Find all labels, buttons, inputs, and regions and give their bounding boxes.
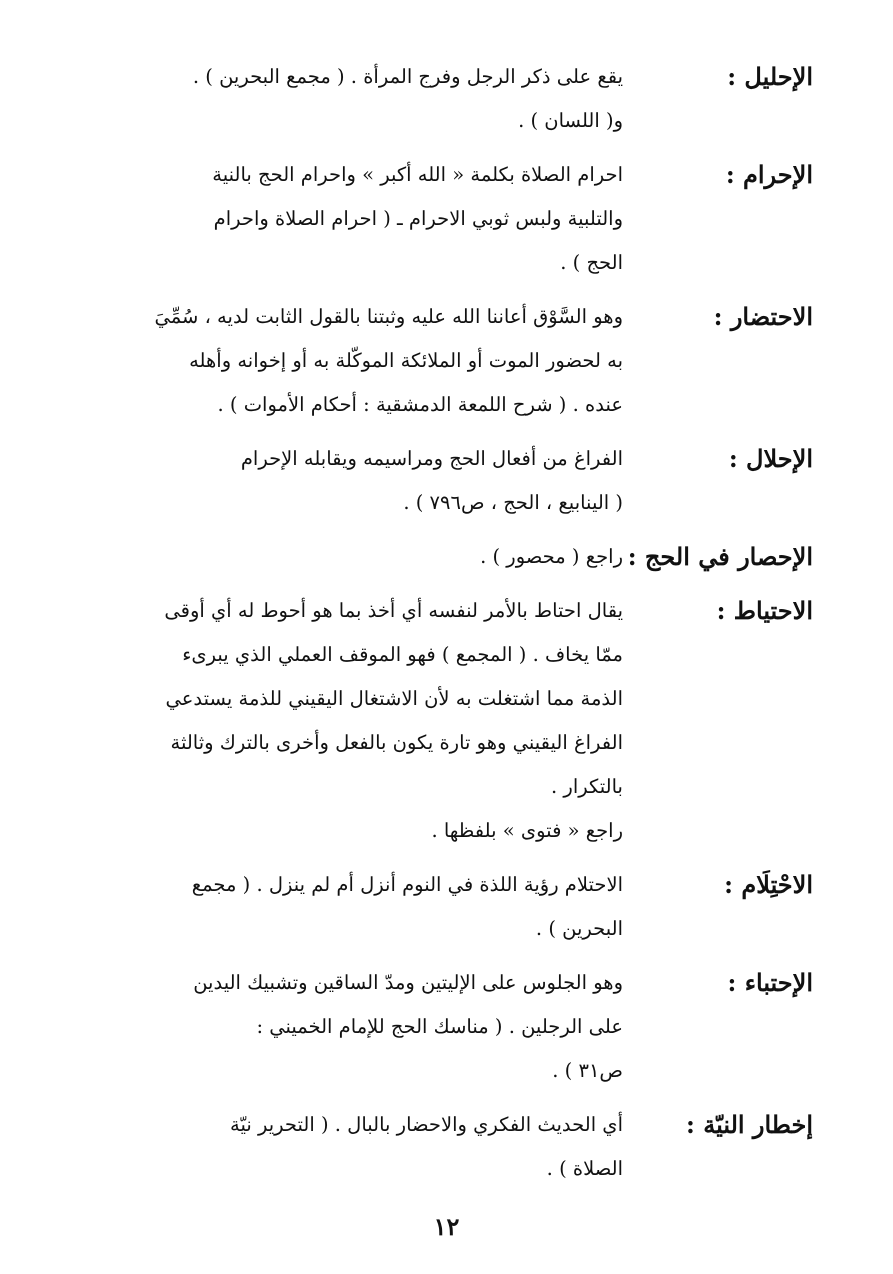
entry-definition xyxy=(98,1103,623,1191)
entry-term: الإحلال : xyxy=(728,444,813,473)
definition-line: و( اللسان ) . xyxy=(518,109,623,132)
dictionary-entry xyxy=(83,961,813,1093)
definition-line: على الرجلين . ( مناسك الحج للإمام الخميني : xyxy=(256,1015,623,1038)
definition-line: بالتكرار . xyxy=(551,775,623,798)
entry-definition xyxy=(98,437,623,525)
dictionary-entry xyxy=(83,589,813,853)
definition-line: والتلبية ولبس ثوبي الاحرام ـ ( احرام الصلاة واحرام xyxy=(213,207,623,230)
entry-definition xyxy=(98,535,623,579)
entry-definition xyxy=(98,589,623,853)
dictionary-entry xyxy=(83,437,813,525)
definition-line: يقال احتاط بالأمر لنفسه أي أخذ بما هو أحوط له أي أوقى xyxy=(164,599,623,622)
definition-line: وهو الجلوس على الإليتين ومدّ الساقين وتشبيك اليدين xyxy=(193,971,623,994)
entry-term: الاحتياط : xyxy=(716,596,813,625)
definition-line: الذمة مما اشتغلت به لأن الاشتغال اليقيني للذمة يستدعي xyxy=(165,687,623,710)
entry-definition xyxy=(98,961,623,1093)
definition-line: الصلاة ) . xyxy=(546,1157,623,1180)
entry-term: إخطار النيّة : xyxy=(686,1110,813,1139)
definition-line: ممّا يخاف . ( المجمع ) فهو الموقف العملي الذي يبرىء xyxy=(182,643,623,666)
entry-term: الإحليل : xyxy=(727,62,813,91)
dictionary-entry xyxy=(83,153,813,285)
definition-line: راجع ( محصور ) . xyxy=(480,545,623,568)
entry-term: الإحصار في الحج : xyxy=(627,542,813,571)
definition-line: احرام الصلاة بكلمة « الله أكبر » واحرام الحج بالنية xyxy=(212,163,623,186)
definition-line: راجع « فتوى » بلفظها . xyxy=(431,819,623,842)
definition-line: الحج ) . xyxy=(560,251,623,274)
definition-line: ( الينابيع ، الحج ، ص٧٩٦ ) . xyxy=(403,491,623,514)
dictionary-entry xyxy=(83,1103,813,1191)
definition-line: الاحتلام رؤية اللذة في النوم أنزل أم لم ينزل . ( مجمع xyxy=(191,873,623,896)
entries-list xyxy=(83,55,813,1201)
definition-line: البحرين ) . xyxy=(535,917,623,940)
page-number: ١٢ xyxy=(433,1212,460,1241)
entry-definition xyxy=(98,295,623,427)
entry-definition xyxy=(98,863,623,951)
dictionary-entry xyxy=(83,535,813,579)
definition-line: الفراغ من أفعال الحج ومراسيمه ويقابله الإحرام xyxy=(240,447,623,470)
dictionary-entry xyxy=(83,863,813,951)
entry-term: الإحرام : xyxy=(725,160,813,189)
entry-term: الإحتباء : xyxy=(727,968,813,997)
entry-definition xyxy=(98,55,623,143)
definition-line: به لحضور الموت أو الملائكة الموكّلة به أو إخوانه وأهله xyxy=(189,349,623,372)
definition-line: ص٣١ ) . xyxy=(552,1059,623,1082)
dictionary-entry xyxy=(83,55,813,143)
definition-line: عنده . ( شرح اللمعة الدمشقية : أحكام الأموات ) . xyxy=(217,393,623,416)
entry-term: الاحتضار : xyxy=(713,302,813,331)
dictionary-entry xyxy=(83,295,813,427)
definition-line: الفراغ اليقيني وهو تارة يكون بالفعل وأخرى بالترك وثالثة xyxy=(170,731,623,754)
entry-term: الاحْتِلَام : xyxy=(724,870,813,899)
definition-line: أي الحديث الفكري والاحضار بالبال . ( التحرير نيّة xyxy=(230,1113,623,1136)
definition-line: وهو السَّوْق أعاننا الله عليه وثبتنا بالقول الثابت لديه ، سُمِّيَ xyxy=(154,305,623,328)
entry-definition xyxy=(98,153,623,285)
definition-line: يقع على ذكر الرجل وفرج المرأة . ( مجمع البحرين ) . xyxy=(192,65,623,88)
